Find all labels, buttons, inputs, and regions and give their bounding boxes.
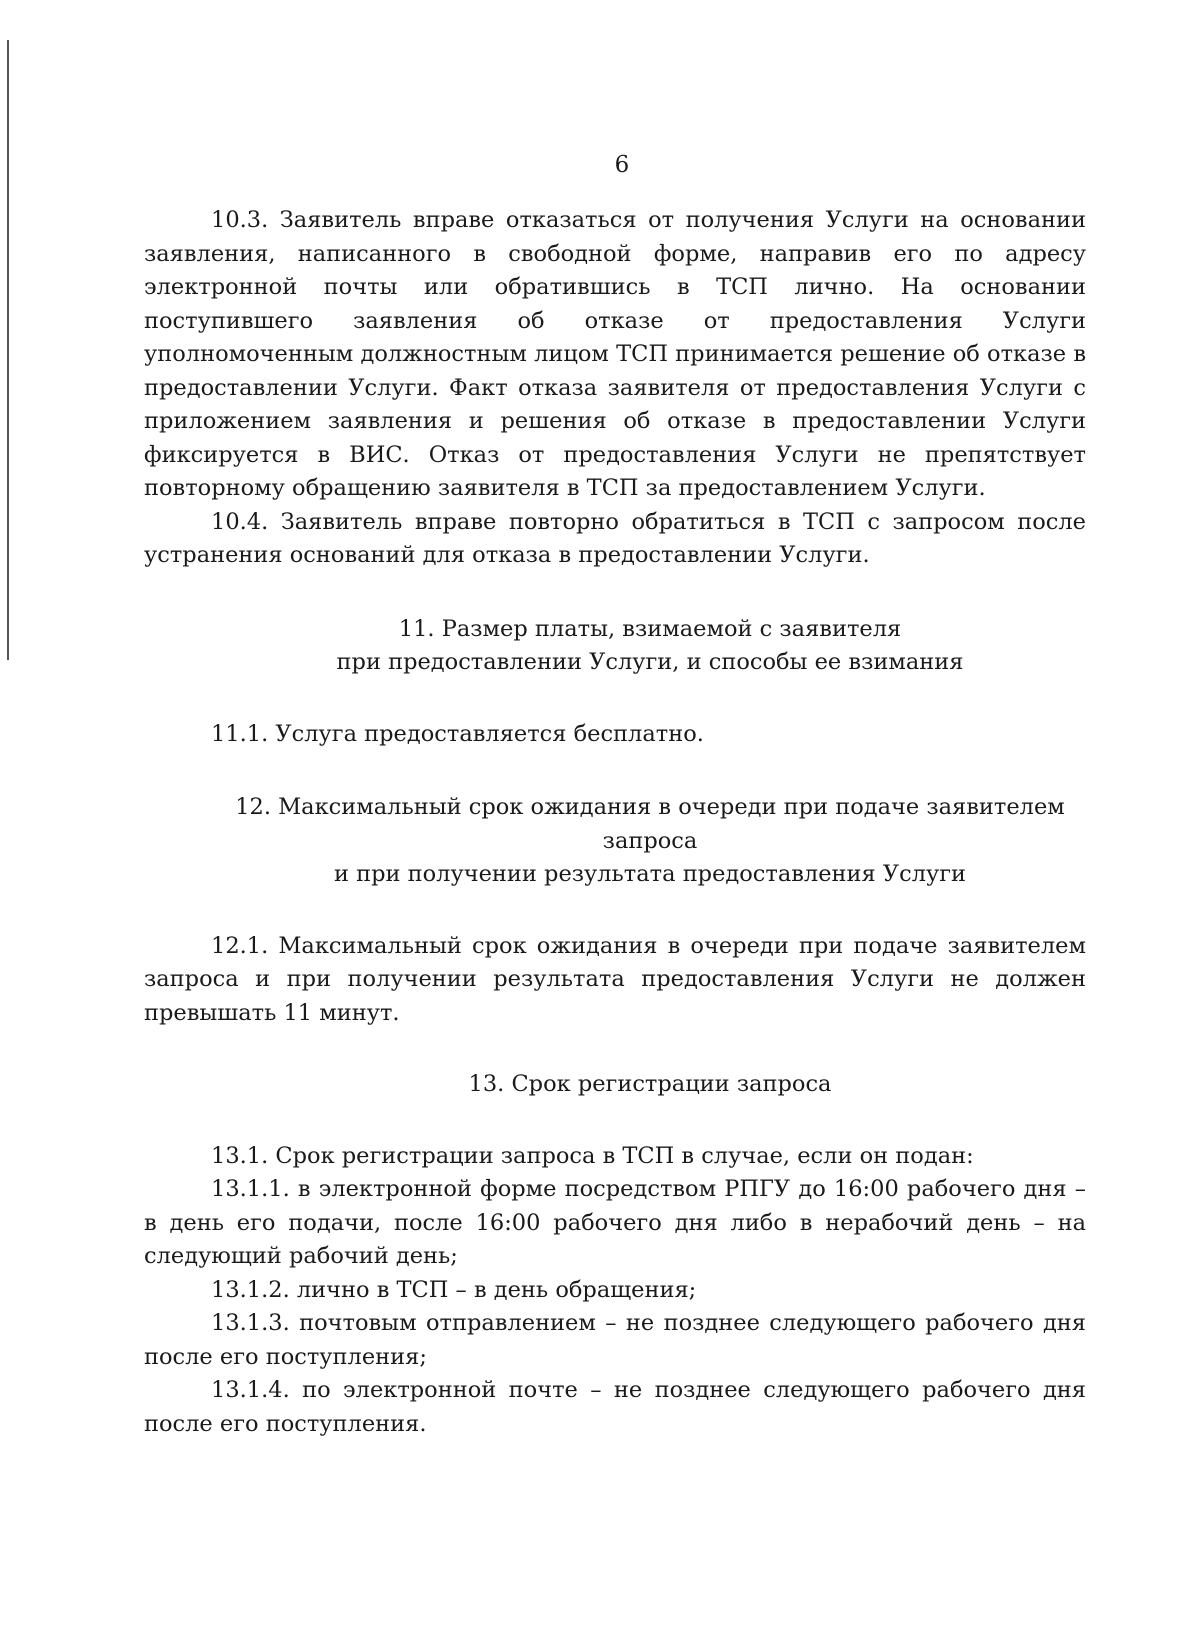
paragraph-10-3: 10.3. Заявитель вправе отказаться от получения Услуги на основании заявления, написанного в свободной форме, направив его по адресу электронной почты или обратившись в ТСП лично. На основании поступившего заявления об отказе от предоставления Услуги уполномоченным должностным лицом ТСП принимается решение об отказе в предоставлении Услуги. Факт отказа заявителя от предоставления Услуги с приложением заявления и решения об отказе в предоставлении Услуги фиксируется в ВИС. Отказ от предоставления Услуги не препятствует повторному обращению заявителя в ТСП за предоставлением Услуги. (144, 207, 1086, 501)
page-number: 6 (614, 152, 630, 178)
section-11-heading-line2: при предоставлении Услуги, и способы ее взимания (336, 649, 964, 675)
paragraph-10-4: 10.4. Заявитель вправе повторно обратиться в ТСП с запросом после устранения оснований для отказа в предоставлении Услуги. (144, 508, 1086, 568)
section-13-heading: 13. Срок регистрации запроса (468, 1071, 832, 1097)
section-12-heading (214, 791, 1086, 892)
scan-edge-line (7, 40, 9, 660)
document-page (144, 150, 1086, 1441)
section-11-heading-line1: 11. Размер платы, взимаемой с заявителя (398, 615, 902, 642)
paragraph-13-1-3: 13.1.3. почтовым отправлением – не позднее следующего рабочего дня после его поступления; (144, 1310, 1086, 1370)
section-12-heading-line1: 12. Максимальный срок ожидания в очереди при подаче заявителем запроса (235, 794, 1065, 854)
paragraph-12-1: 12.1. Максимальный срок ожидания в очереди при подаче заявителем запроса и при получении результата предоставления Услуги не должен превышать 11 минут. (144, 932, 1086, 1026)
paragraph-13-1-4: 13.1.4. по электронной почте – не позднее следующего рабочего дня после его поступления. (144, 1377, 1086, 1437)
paragraph-13-1-2: 13.1.2. лично в ТСП – в день обращения; (211, 1276, 697, 1303)
section-11-heading (214, 613, 1086, 680)
section-12-heading-line2: и при получении результата предоставления Услуги (333, 861, 967, 887)
paragraph-13-1-1: 13.1.1. в электронной форме посредством РПГУ до 16:00 рабочего дня – в день его подачи, после 16:00 рабочего дня либо в нерабочий день – на следующий рабочий день; (144, 1176, 1086, 1269)
paragraph-11-1: 11.1. Услуга предоставляется бесплатно. (211, 720, 704, 747)
section-13-heading-block (214, 1068, 1086, 1102)
paragraph-13-1: 13.1. Срок регистрации запроса в ТСП в случае, если он подан: (211, 1142, 974, 1169)
